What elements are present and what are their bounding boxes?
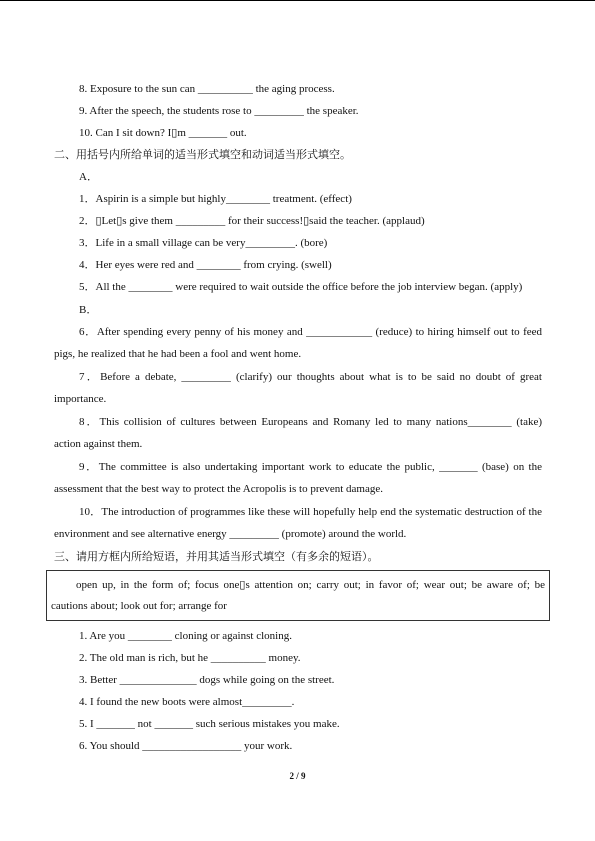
question-s2-4: 4．Her eyes were red and ________ from crying. (swell) [79, 259, 332, 271]
group-a-label: A． [79, 171, 98, 183]
question-s3-6: 6. You should __________________ your work. [79, 739, 293, 752]
question-s2-7: 7．Before a debate, _________ (clarify) our thoughts about what is to be said no doubt of great importance. [54, 370, 542, 405]
question-s3-4: 4. I found the new boots were almost_________. [79, 695, 295, 708]
question-s2-5: 5．All the ________ were required to wait outside the office before the job interview began. (apply) [79, 281, 523, 293]
question-s3-3: 3. Better ______________ dogs while going on the street. [79, 673, 335, 686]
section2-heading: 二、用括号内所给单词的适当形式填空和动词适当形式填空。 [54, 149, 351, 161]
question-s2-2: 2．▯Let▯s give them _________ for their success!▯said the teacher. (applaud) [79, 215, 425, 227]
page-number: 2 / 9 [289, 771, 306, 781]
question-s2-10: 10．The introduction of programmes like these will hopefully help end the systematic destruction of the environment and see alternative energy _________ (promote) around the world. [54, 505, 542, 540]
question-s3-2: 2. The old man is rich, but he __________ money. [79, 651, 301, 664]
header-rule [0, 0, 595, 1]
question-s2-9: 9．The committee is also undertaking important work to educate the public, _______ (base) on the assessment that the best way to protect the Acropolis is to prevent damage. [54, 460, 542, 495]
question-part1-9: 9. After the speech, the students rose to _________ the speaker. [79, 105, 359, 117]
question-s2-8: 8．This collision of cultures between Europeans and Romany led to many nations________ (take) action against them. [54, 415, 542, 450]
section3-heading: 三、请用方框内所给短语，并用其适当形式填空（有多余的短语）。 [54, 550, 379, 563]
question-part1-8: 8. Exposure to the sun can __________ the aging process. [79, 83, 335, 95]
question-s3-1: 1. Are you ________ cloning or against cloning. [79, 629, 292, 642]
question-part1-10: 10. Can I sit down? I▯m _______ out. [79, 127, 247, 139]
question-s3-5: 5. I _______ not _______ such serious mistakes you make. [79, 717, 340, 730]
group-b-label: B． [79, 303, 98, 316]
phrase-box: open up, in the form of; focus one▯s attention on; carry out; in favor of; wear out; be aware of; be cautions about; look out for; arrange for [46, 570, 550, 621]
question-s2-1: 1．Aspirin is a simple but highly________ treatment. (effect) [79, 193, 352, 205]
question-s2-3: 3．Life in a small village can be very_________. (bore) [79, 237, 328, 249]
question-s2-6: 6．After spending every penny of his money and ____________ (reduce) to hiring himself out to feed pigs, he realized that he had been a fool and went home. [54, 325, 542, 360]
worksheet-page [51, 78, 545, 757]
